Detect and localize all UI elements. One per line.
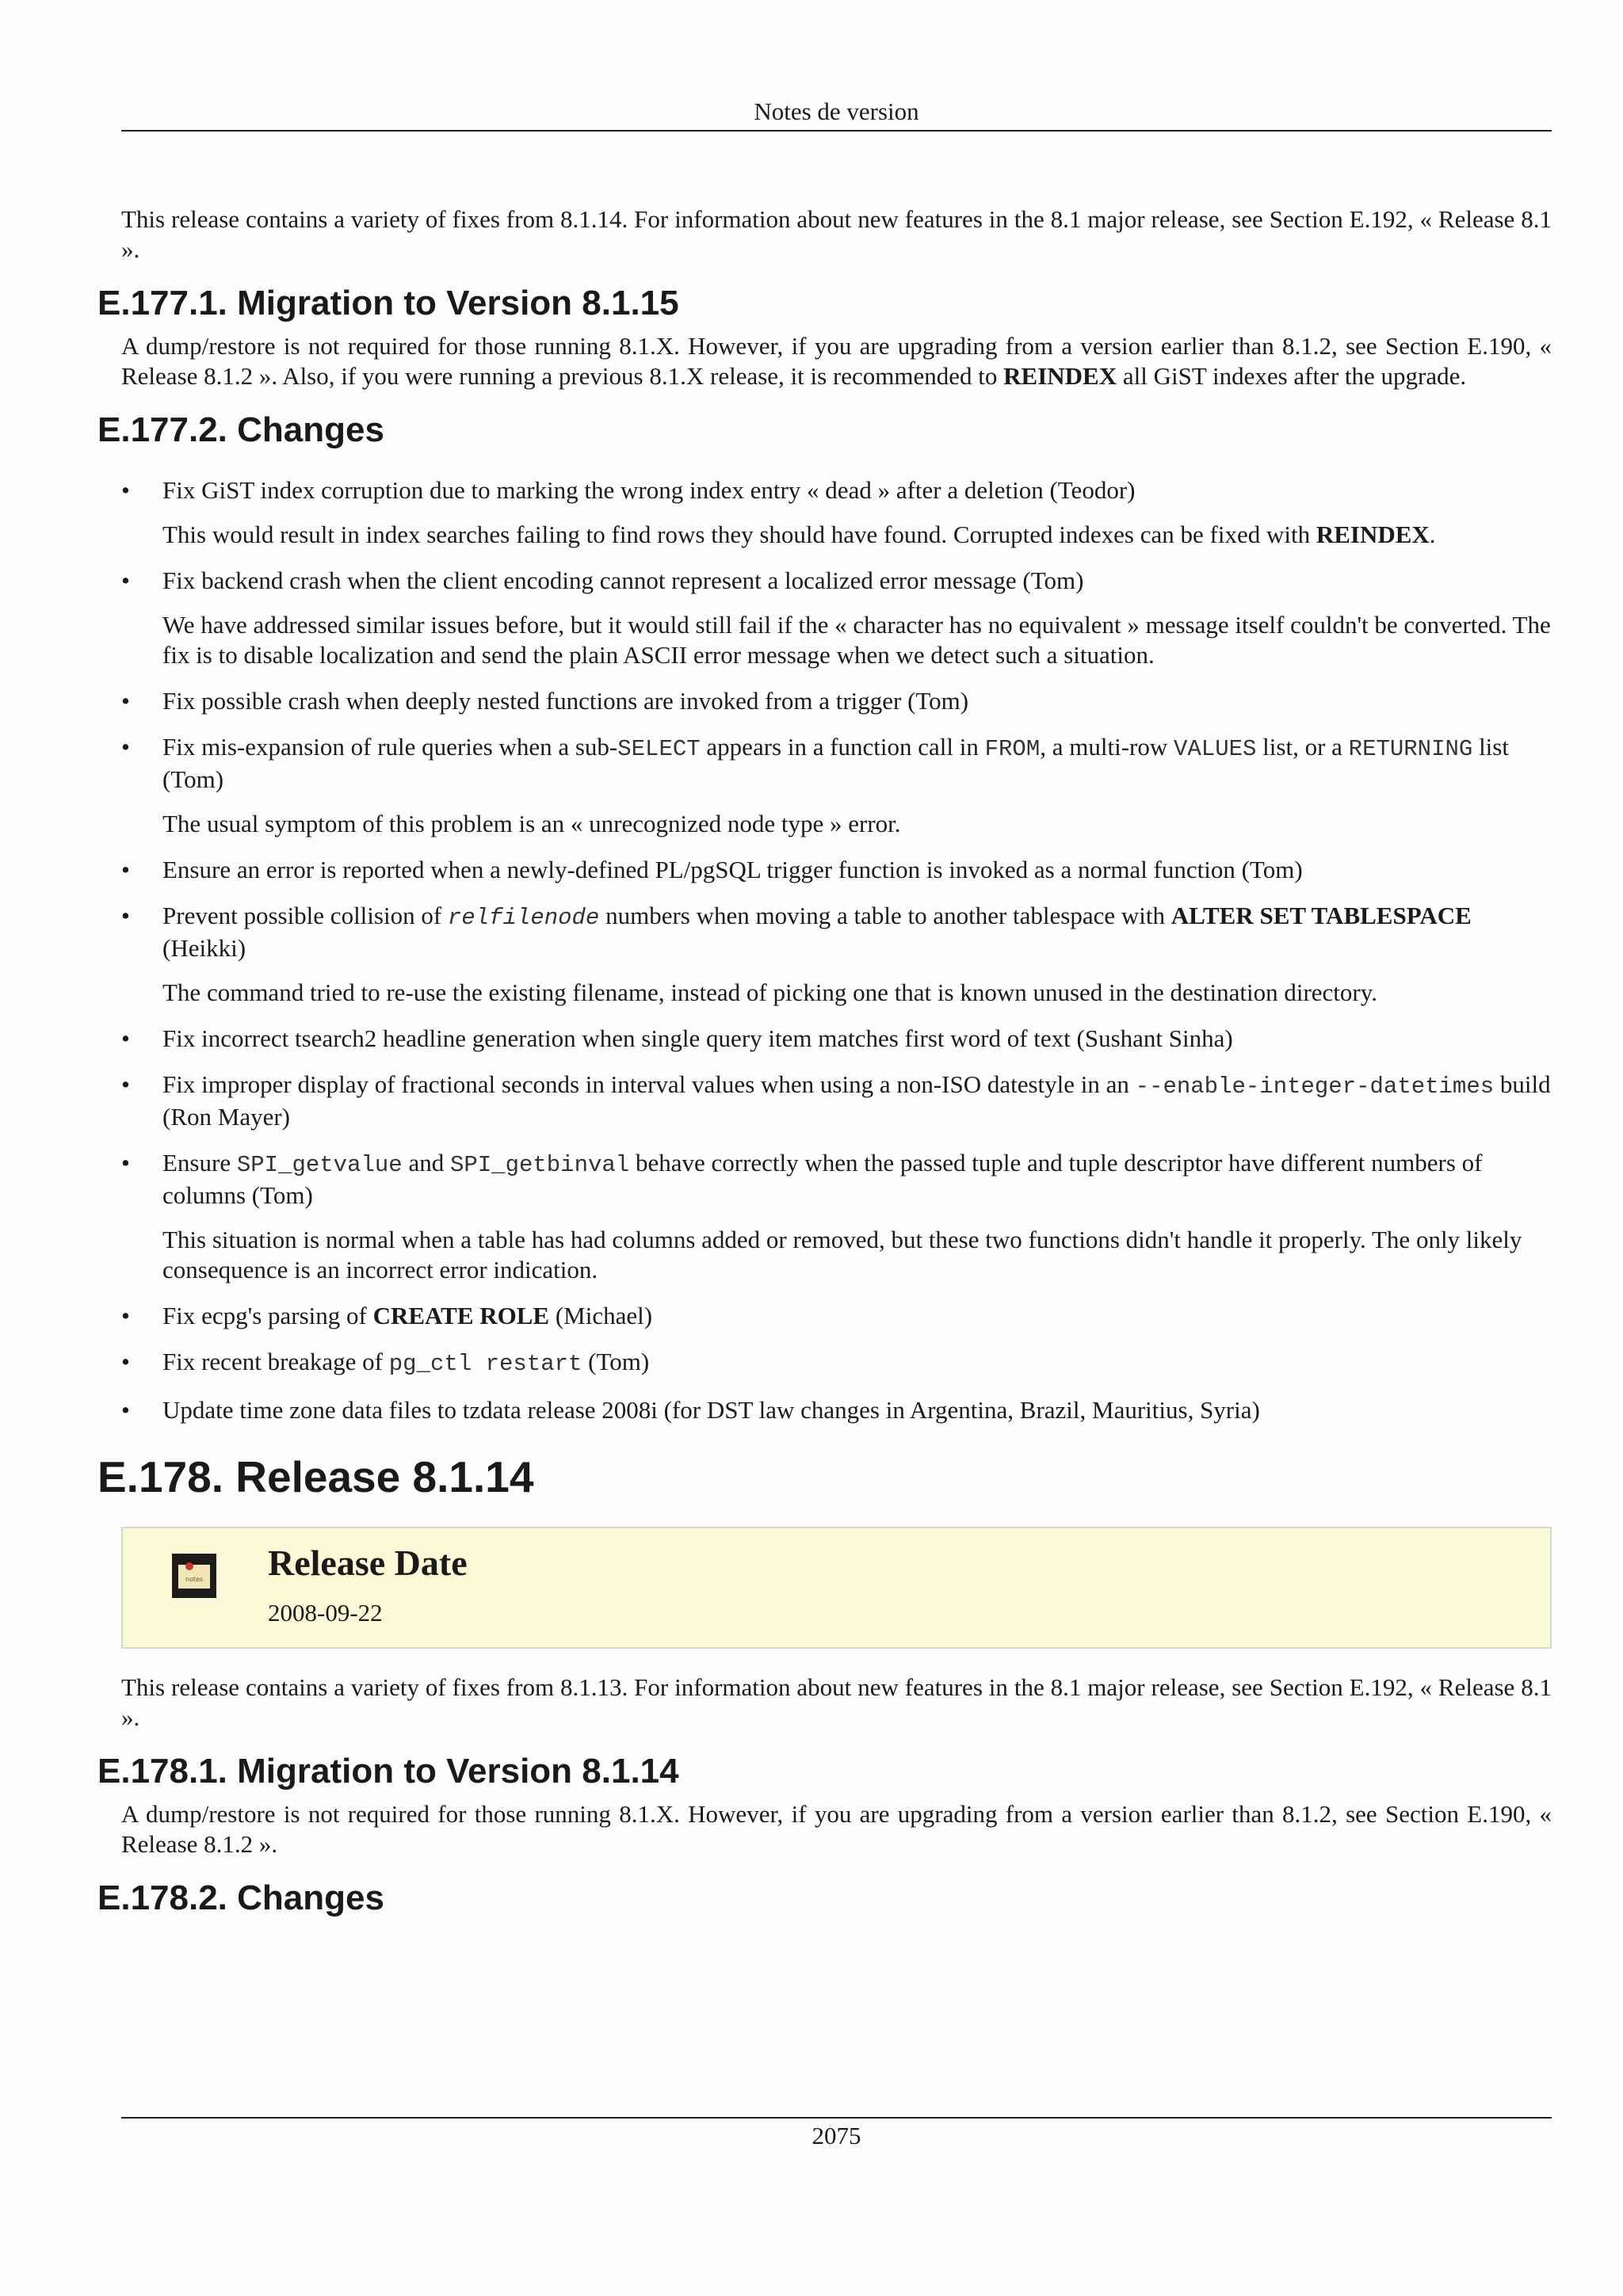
page-number: 2075: [812, 2122, 861, 2149]
migration-paragraph-8115: A dump/restore is not required for those running 8.1.X. However, if you are upgrading from a version earlier than 8.1.2, see Section E.190, « Release 8.1.2 ». Also, if you were running a previous 8.1.X release, it is recommended to REINDEX all GiST indexes after the upgrade.: [121, 332, 1552, 390]
bullet: •: [121, 476, 130, 504]
bullet: •: [121, 1348, 130, 1375]
code-enable-integer-datetimes: --enable-integer-datetimes: [1135, 1074, 1495, 1100]
code-pg-ctl-restart: pg_ctl restart: [388, 1351, 582, 1377]
code-from: FROM: [984, 736, 1041, 762]
code-spi-getvalue: SPI_getvalue: [236, 1152, 403, 1178]
list-item: • Fix incorrect tsearch2 headline generation when single query item matches first word of text (Sushant Sinha): [121, 1024, 1233, 1052]
bullet: •: [121, 902, 130, 929]
bullet: •: [121, 856, 130, 883]
migration-paragraph-8114: A dump/restore is not required for those running 8.1.X. However, if you are upgrading from a version earlier than 8.1.2, see Section E.190, « Release 8.1.2 ».: [121, 1800, 1552, 1858]
code-values: VALUES: [1174, 736, 1257, 762]
list-item: • Fix backend crash when the client encoding cannot represent a localized error message (Tom) We have addressed similar issues before, but it would still fail if the « character has no equivalent » message itself couldn't be converted. The fix is to disable localization and send the plain ASCII error message when we detect such a situation.: [121, 566, 1551, 669]
bullet: •: [121, 1396, 130, 1424]
bullet: •: [121, 1149, 130, 1177]
bullet: •: [121, 1070, 130, 1098]
list-item: • Fix ecpg's parsing of CREATE ROLE (Michael): [121, 1302, 653, 1329]
list-item: • Fix recent breakage of pg_ctl restart (Tom): [121, 1348, 650, 1377]
intro-paragraph-8115: This release contains a variety of fixes from 8.1.14. For information about new features in the 8.1 major release, see Section E.192, « Release 8.1 ».: [121, 205, 1552, 263]
code-spi-getbinval: SPI_getbinval: [449, 1152, 630, 1178]
release-date-value: 2008-09-22: [268, 1599, 383, 1627]
intro-paragraph-8114: This release contains a variety of fixes from 8.1.13. For information about new features in the 8.1 major release, see Section E.192, « Release 8.1 ».: [121, 1673, 1552, 1731]
list-item: • Fix possible crash when deeply nested functions are invoked from a trigger (Tom): [121, 687, 969, 715]
note-title: Release Date: [268, 1543, 468, 1583]
page-footer: [121, 2117, 1552, 2153]
code-relfilenode: relfilenode: [447, 905, 600, 931]
bullet: •: [121, 1024, 130, 1052]
list-item: • Ensure SPI_getvalue and SPI_getbinval behave correctly when the passed tuple and tuple descriptor have different numbers of columns (Tom) This situation is normal when a table has had columns added or removed, but these two functions didn't handle it properly. The only likely consequence is an incorrect error indication.: [121, 1149, 1522, 1283]
page-header: [121, 93, 1552, 132]
create-role-keyword: CREATE ROLE: [372, 1302, 550, 1329]
code-select: SELECT: [617, 736, 701, 762]
alter-set-tablespace-keyword: ALTER SET TABLESPACE: [1170, 902, 1472, 929]
list-item: • Ensure an error is reported when a newly-defined PL/pgSQL trigger function is invoked as a normal function (Tom): [121, 856, 1303, 883]
code-returning: RETURNING: [1348, 736, 1473, 762]
section-heading-changes-8114: E.178.2. Changes: [97, 1878, 384, 1917]
section-heading-migration-8114: E.178.1. Migration to Version 8.1.14: [97, 1752, 679, 1791]
note-icon-label: notes: [185, 1576, 204, 1583]
bullet: •: [121, 733, 130, 761]
changes-list-8115: [121, 475, 1552, 1425]
header-title: Notes de version: [754, 97, 919, 125]
section-heading-release-8114: E.178. Release 8.1.14: [97, 1452, 534, 1501]
page-content: [97, 204, 1552, 1920]
note-icon: [170, 1552, 218, 1600]
bullet: •: [121, 1302, 130, 1329]
list-item: • Fix improper display of fractional seconds in interval values when using a non-ISO datestyle in an --enable-integer-datetimes build (Ron Mayer): [121, 1070, 1551, 1131]
section-heading-migration-8115: E.177.1. Migration to Version 8.1.15: [97, 284, 679, 322]
list-item: • Fix GiST index corruption due to marking the wrong index entry « dead » after a deletion (Teodor) This would result in index searches failing to find rows they should have found. Corrupted indexes can be fixed with REINDEX.: [121, 476, 1436, 548]
section-heading-changes-8115: E.177.2. Changes: [97, 410, 384, 449]
list-item: • Fix mis-expansion of rule queries when a sub-SELECT appears in a function call in FROM, a multi-row VALUES list, or a RETURNING list (Tom) The usual symptom of this problem is an « unrecognized node type » error.: [121, 733, 1509, 837]
list-item: • Prevent possible collision of relfilenode numbers when moving a table to another tablespace with ALTER SET TABLESPACE (Heikki) The command tried to re-use the existing filename, instead of picking one that is known unused in the destination directory.: [121, 902, 1472, 1006]
list-item: • Update time zone data files to tzdata release 2008i (for DST law changes in Argentina, Brazil, Mauritius, Syria): [121, 1396, 1260, 1424]
release-date-note: [121, 1527, 1552, 1649]
reindex-keyword: REINDEX: [1003, 362, 1117, 390]
bullet: •: [121, 566, 130, 594]
bullet: •: [121, 687, 130, 715]
